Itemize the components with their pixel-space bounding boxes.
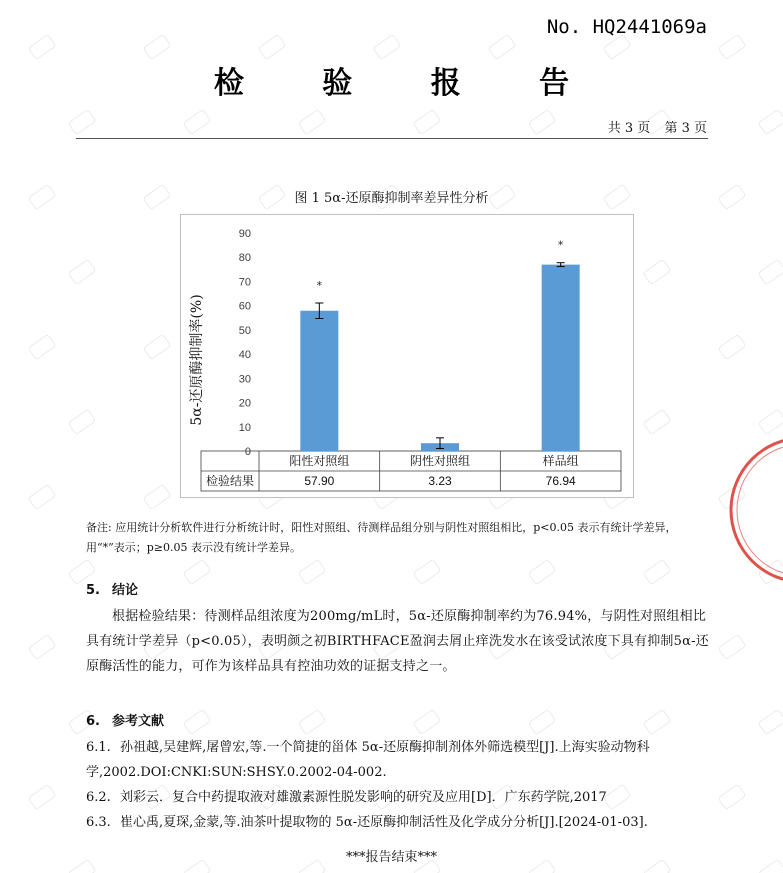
watermark-mark (528, 709, 556, 734)
watermark-mark (373, 34, 401, 59)
y-tick-label: 90 (238, 228, 251, 240)
watermark-mark (68, 109, 96, 134)
bar (300, 311, 338, 451)
header-divider (76, 138, 708, 139)
reference-text: 孙祖越,吴建辉,屠曾宏,等.一个简捷的甾体 5α-还原酶抑制剂体外筛选模型[J].上海实验动物科学,2002.DOI:CNKI:SUN:SHSY.0.2002-04-002. (86, 740, 650, 780)
watermark-mark (413, 559, 441, 584)
watermark-mark (758, 109, 783, 134)
reference-number: 6.3. (86, 815, 111, 830)
watermark-mark (68, 259, 96, 284)
page-title: 检 验 报 告 (213, 66, 604, 101)
watermark-mark (183, 559, 211, 584)
watermark-mark (528, 109, 556, 134)
value-label: 57.90 (304, 474, 335, 488)
conclusion-number: 5. (86, 583, 100, 598)
chart-frame (180, 214, 634, 498)
page-counter (598, 117, 707, 136)
watermark-mark (298, 709, 326, 734)
watermark-mark (68, 409, 96, 434)
conclusion-heading (86, 579, 138, 598)
references-number: 6. (86, 714, 100, 729)
watermark-mark (643, 559, 671, 584)
report-number: No. HQ2441069a (546, 16, 707, 38)
reference-text: 刘彩云．复合中药提取液对雄激素源性脱发影响的研究及应用[D]．广东药学院,2017 (120, 790, 607, 805)
reference-number: 6.2. (86, 790, 111, 805)
references-title: 参考文献 (112, 714, 165, 729)
y-tick-label: 0 (244, 446, 251, 458)
report-end-marker: ***报告结束*** (345, 850, 437, 865)
y-tick-label: 40 (238, 349, 251, 362)
reference-text: 崔心禹,夏琛,金蒙,等.油茶叶提取物的 5α-还原酶抑制活性及化学成分分析[J].[2024-01-03]. (120, 815, 648, 830)
watermark-mark (183, 709, 211, 734)
y-axis-title-text: 5α-还原酶抑制率(%) (189, 294, 205, 426)
watermark-mark (413, 709, 441, 734)
watermark-mark (528, 559, 556, 584)
watermark-mark (28, 484, 56, 509)
watermark-mark (488, 34, 516, 59)
watermark-mark (28, 34, 56, 59)
watermark-mark (718, 34, 746, 59)
reference-number: 6.1. (86, 740, 111, 755)
watermark-mark (643, 709, 671, 734)
watermark-mark (258, 34, 286, 59)
reference-item (86, 785, 711, 810)
watermark-mark (183, 109, 211, 134)
y-tick-label: 50 (238, 324, 251, 337)
significance-marker: * (557, 238, 564, 252)
watermark-mark (143, 484, 171, 509)
category-label: 阴性对照组 (409, 454, 471, 468)
conclusion-title: 结论 (112, 583, 139, 598)
y-tick-label: 80 (238, 252, 251, 265)
value-label: 3.23 (428, 474, 452, 488)
value-label: 76.94 (545, 474, 576, 488)
y-tick-label: 10 (238, 421, 251, 434)
watermark-mark (28, 634, 56, 659)
watermark-mark (603, 34, 631, 59)
conclusion-paragraph: 根据检验结果：待测样品组浓度为200mg/mL时，5α-还原酶抑制率约为76.94%，与阴性对照组相比具有统计学差异（p<0.05），表明颜之初BIRTHFACE盈润去屑止痒洗发水在该受试浓度下具有抑制5α-还原酶活性的能力，可作为该样品具有控油功效的证据支持之一。 (86, 609, 709, 674)
total-pages: 共 3 页 (607, 121, 651, 136)
reference-item (86, 735, 711, 785)
watermark-mark (143, 34, 171, 59)
watermark-mark (298, 109, 326, 134)
bar (542, 265, 580, 451)
category-label: 阳性对照组 (289, 454, 350, 468)
watermark-mark (758, 259, 783, 284)
current-page: 第 3 页 (664, 121, 707, 136)
bar-chart (181, 215, 633, 497)
reference-item (86, 810, 711, 835)
figure-caption: 图 1 5α-还原酶抑制率差异性分析 (294, 191, 489, 206)
y-tick-label: 70 (238, 276, 251, 289)
watermark-mark (143, 334, 171, 359)
y-tick-label: 60 (238, 300, 251, 313)
watermark-mark (28, 784, 56, 809)
significance-marker: * (316, 279, 323, 293)
category-label: 样品组 (542, 454, 579, 468)
references-heading (86, 710, 164, 729)
watermark-mark (758, 709, 783, 734)
watermark-mark (413, 109, 441, 134)
watermark-mark (718, 634, 746, 659)
y-tick-label: 30 (238, 373, 251, 386)
watermark-mark (28, 334, 56, 359)
watermark-mark (718, 784, 746, 809)
y-tick-label: 20 (238, 397, 251, 410)
watermark-mark (643, 259, 671, 284)
watermark-mark (298, 559, 326, 584)
watermark-mark (718, 334, 746, 359)
company-seal-stamp (718, 430, 783, 590)
data-table-row-label: 检验结果 (205, 474, 255, 488)
figure-note: 备注: 应用统计分析软件进行分析统计时，阳性对照组、待测样品组分别与阴性对照组相比，p<0.05 表示有统计学差异，用“*”表示；p≥0.05 表示没有统计学差异。 (86, 521, 677, 554)
watermark-mark (643, 409, 671, 434)
